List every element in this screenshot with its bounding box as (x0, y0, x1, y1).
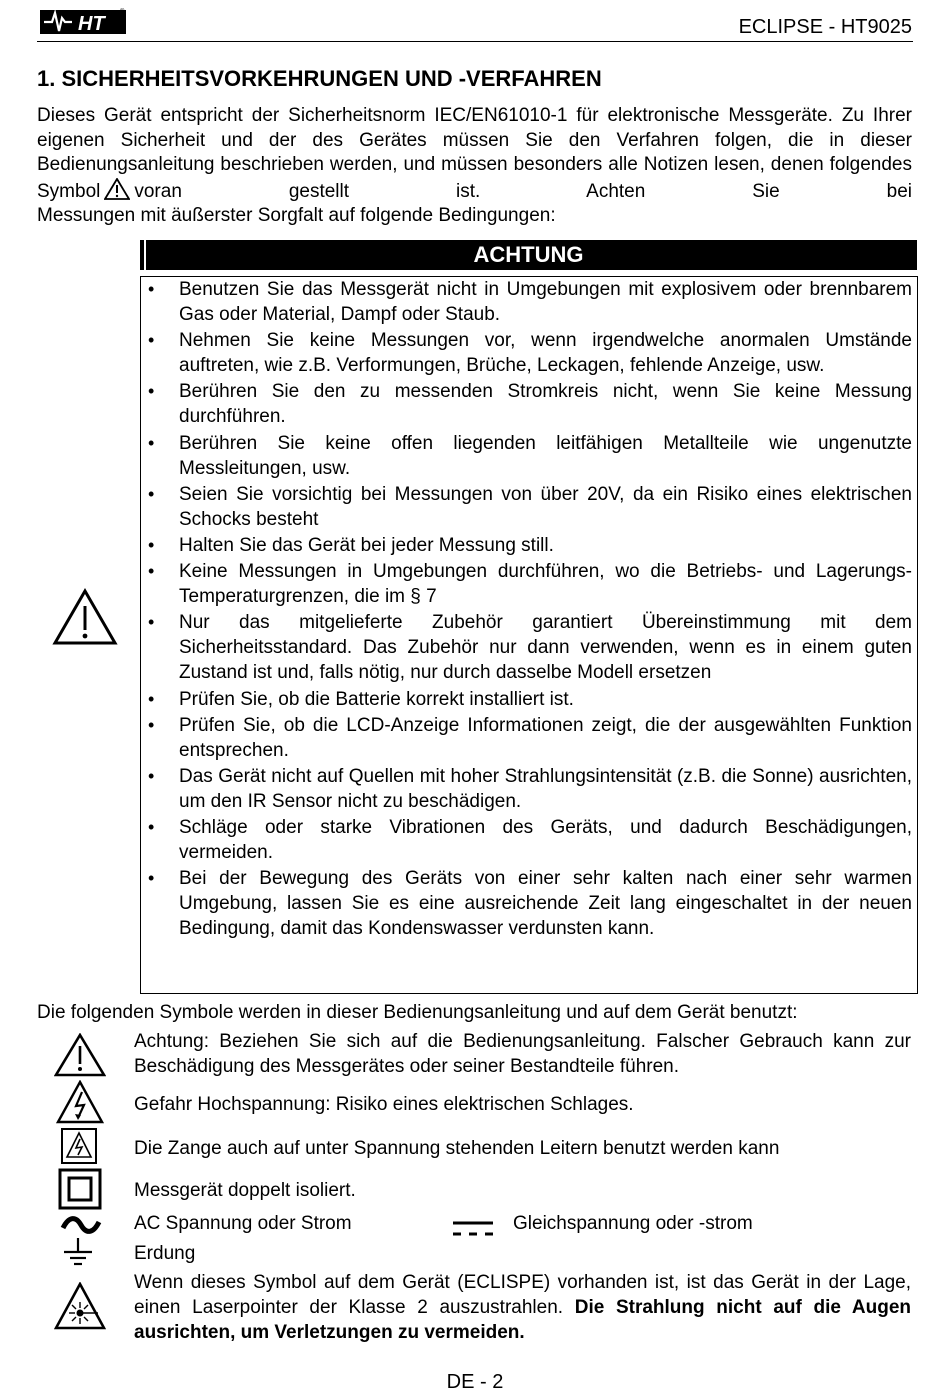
warning-icon (54, 1033, 106, 1077)
achtung-header (140, 240, 917, 270)
double-insulation-icon (58, 1168, 102, 1210)
list-item: • Halten Sie das Gerät bei jeder Messung still. (140, 533, 912, 558)
symbol-live-conductors-text: Die Zange auch auf unter Spannung stehenden Leitern benutzt werden kann (134, 1138, 780, 1159)
page-number: DE - 2 (446, 1371, 504, 1393)
intro-paragraph (37, 104, 912, 229)
live-conductor-icon (60, 1127, 98, 1165)
list-item: • Das Gerät nicht auf Quellen mit hoher Strahlungsintensität (z.B. die Sonne) ausrichten, um den IR Sensor nicht zu beschädigen. (140, 764, 912, 814)
product-name: ECLIPSE - HT9025 (738, 16, 912, 38)
symbol-dc-text: Gleichspannung oder -strom (513, 1213, 753, 1234)
symbol-ground-text: Erdung (134, 1243, 196, 1264)
symbol-attention-text: Achtung: Beziehen Sie sich auf die Bedienungsanleitung. Falscher Gebrauch kann zur Beschädigung des Messgerätes oder seiner Bestandteile führen. (134, 1031, 911, 1077)
list-item: • Nur das mitgelieferte Zubehör garantiert Übereinstimmung mit dem Sicherheitsstandard. Das Zubehör nur dann verwenden, wenn es in einem guten Zustand ist und, falls nötig, nur durch dasselbe Modell ersetzen (140, 610, 912, 685)
section-title: 1. SICHERHEITSVORKEHRUNGEN UND -VERFAHREN (37, 66, 602, 91)
list-item: • Keine Messungen in Umgebungen durchführen, wo die Betriebs- und Lagerungs-Temperaturgrenzen, die im § 7 (140, 559, 912, 609)
list-item: • Seien Sie vorsichtig bei Messungen von über 20V, da ein Risiko eines elektrischen Schocks besteht (140, 482, 912, 532)
ac-icon (60, 1214, 102, 1236)
list-item: • Berühren Sie keine offen liegenden leitfähigen Metallteile wie ungenutzte Messleitungen, usw. (140, 431, 912, 481)
symbol-high-voltage-text: Gefahr Hochspannung: Risiko eines elektrischen Schlages. (134, 1094, 634, 1115)
warning-icon (104, 178, 130, 200)
laser-warning-text: Die Strahlung nicht auf die Augen ausrichten, um Verletzungen zu vermeiden. (134, 1297, 911, 1343)
symbols-intro: Die folgenden Symbole werden in dieser Bedienungsanleitung und auf dem Gerät benutzt: (37, 1002, 798, 1023)
list-item: • Nehmen Sie keine Messungen vor, wenn irgendwelche anormalen Umstände auftreten, wie z.B. Verformungen, Brüche, Leckagen, fehlende Anzeige, usw. (140, 328, 912, 378)
brand-text: HT (78, 13, 105, 35)
list-item: • Benutzen Sie das Messgerät nicht in Umgebungen mit explosivem oder brennbarem Gas oder Material, Dampf oder Staub. (140, 277, 912, 327)
symbol-laser-text (134, 1270, 911, 1345)
list-item: • Prüfen Sie, ob die Batterie korrekt installiert ist. (140, 687, 912, 712)
achtung-title: ACHTUNG (473, 242, 584, 267)
list-item: • Prüfen Sie, ob die LCD-Anzeige Informationen zeigt, die der ausgewählten Funktion entsprechen. (140, 713, 912, 763)
header-divider (37, 41, 913, 42)
achtung-list (140, 277, 912, 942)
high-voltage-icon (56, 1080, 104, 1124)
warning-icon-large (52, 588, 118, 646)
dc-icon (453, 1220, 493, 1238)
intro-text-2: voran gestellt ist. Achten Sie bei (134, 180, 912, 202)
symbol-ac-text: AC Spannung oder Strom (134, 1213, 352, 1234)
list-item: • Bei der Bewegung des Geräts von einer sehr kalten nach einer sehr warmen Umgebung, lassen Sie es eine ausreichende Zeit lang eingeschaltet in der neuen Bedingung, damit das Kondenswasser verdunsten kann. (140, 866, 912, 941)
list-item: • Schläge oder starke Vibrationen des Geräts, und dadurch Beschädigungen, vermeiden. (140, 815, 912, 865)
ht-logo (40, 6, 126, 36)
symbol-double-insulated-text: Messgerät doppelt isoliert. (134, 1180, 356, 1201)
intro-text-1: Dieses Gerät entspricht der Sicherheitsnorm IEC/EN61010-1 für elektronische Messgeräte. Zu Ihrer eigenen Sicherheit und der des Gerätes müssen Sie den Verfahren folgen, die in dieser Bedienungsanleitung beschrieben werden, und müssen besonders alle Notizen lesen, denen folgendes Symbol (37, 105, 912, 202)
svg-text:®: ® (120, 9, 125, 15)
laser-text: Wenn dieses Symbol auf dem Gerät (ECLISPE) vorhanden ist, ist das Gerät in der Lage, einen Laserpointer der Klasse 2 auszustrahlen. (134, 1272, 911, 1318)
ground-icon (62, 1238, 94, 1268)
intro-text-3: Messungen mit äußerster Sorgfalt auf folgende Bedingungen: (37, 205, 556, 227)
laser-icon (54, 1282, 106, 1332)
list-item: • Berühren Sie den zu messenden Stromkreis nicht, wenn Sie keine Messung durchführen. (140, 379, 912, 429)
